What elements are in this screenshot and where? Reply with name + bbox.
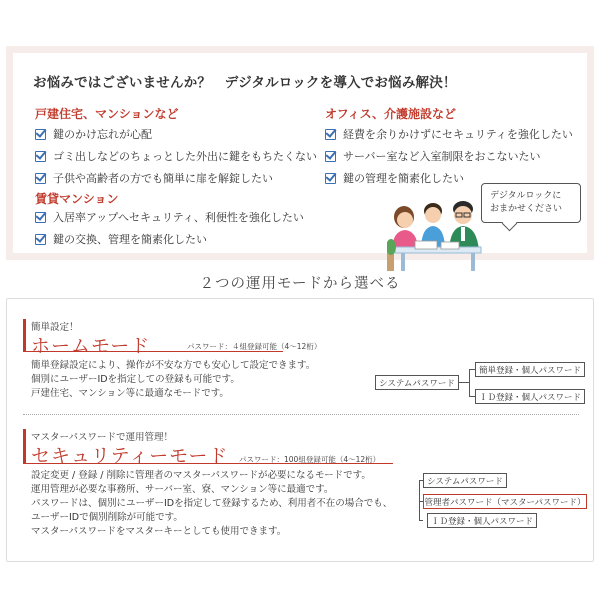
home-flow-simple-password: 簡単登録・個人パスワード — [475, 362, 585, 377]
list-item: 鍵のかけ忘れが心配 — [35, 123, 317, 145]
security-flow-master-password: 管理者パスワード（マスターパスワード） — [423, 494, 587, 509]
security-flow-id-password: ＩＤ登録・個人パスワード — [427, 513, 537, 528]
checkbox-icon — [35, 129, 46, 140]
checkbox-icon — [325, 173, 336, 184]
list-item: 鍵の交換、管理を簡素化したい — [35, 228, 304, 250]
list-item: 鍵の管理を簡素化したい — [325, 167, 573, 189]
modes-panel — [6, 298, 594, 562]
list-item: サーバー室など入室制限をおこないたい — [325, 145, 573, 167]
list-item: ゴミ出しなどのちょっとした外出に鍵をもちたくない — [35, 145, 317, 167]
mode-divider — [23, 414, 579, 415]
security-flow-system-password: システムパスワード — [423, 473, 507, 488]
list-item: 子供や高齢者の方でも簡単に扉を解錠したい — [35, 167, 317, 189]
security-mode-password-note: パスワード：100組登録可能（4～12桁） — [239, 455, 381, 464]
checkbox-icon — [35, 212, 46, 223]
worries-panel — [13, 53, 587, 253]
list-item: 入居率アップへセキュリティ、利便性を強化したい — [35, 206, 304, 228]
security-mode-tag: マスターパスワードで運用管理！ — [31, 432, 174, 443]
checkbox-icon — [35, 173, 46, 184]
worries-headline: お悩みではございませんか？ デジタルロックを導入でお悩み解決！ — [33, 75, 457, 91]
security-mode-title: セキュリティーモード — [31, 445, 229, 467]
security-flow-connector — [419, 520, 423, 521]
checkbox-icon — [35, 151, 46, 162]
home-mode-password-note: パスワード：４組登録可能（4～12桁） — [187, 342, 322, 351]
security-mode-accent-bar — [23, 429, 26, 463]
checkbox-icon — [325, 151, 336, 162]
worries-section — [6, 46, 594, 260]
home-mode-description: 簡単登録設定により、操作が不安な方でも安心して設定できます。 個別にユーザーIDを指定しての登録も可能です。 戸建住宅、マンション等に最適なモードです。 — [31, 360, 316, 399]
home-mode-title: ホームモード — [31, 335, 151, 357]
checklist-office — [325, 123, 573, 189]
security-flow-connector — [419, 480, 420, 520]
home-flow-system-password: システムパスワード — [375, 375, 459, 390]
home-flow-connector — [469, 369, 470, 397]
category-title-office: オフィス、介護施設など — [325, 107, 457, 121]
modes-section-title: ２つの運用モードから選べる — [199, 276, 401, 292]
list-item: 経費を余りかけずにセキュリティを強化したい — [325, 123, 573, 145]
security-mode-description: 設定変更 / 登録 / 削除に管理者のマスターパスワードが必要になるモードです。 運用管理が必要な事務所、サーバー室、寮、マンション等に最適です。 パスワードは、個別にユーザーIDを指定して登録するため、利用者不在の場合でも、 ユーザーIDで個別削除が可能です。 マスターパスワードをマスターキーとしても使用できます。 — [31, 470, 393, 537]
home-mode-accent-bar — [23, 319, 26, 351]
category-title-rental: 賃貸マンション — [35, 192, 119, 206]
checkbox-icon — [35, 234, 46, 245]
checklist-house — [35, 123, 317, 189]
checkbox-icon — [325, 129, 336, 140]
home-mode-tag: 簡単設定！ — [31, 322, 79, 333]
category-title-house: 戸建住宅、マンションなど — [35, 107, 179, 121]
home-flow-connector — [459, 382, 469, 383]
speech-bubble: デジタルロックに おまかせください — [481, 183, 581, 223]
checklist-rental — [35, 206, 304, 250]
people-illustration — [387, 187, 487, 273]
home-flow-id-password: ＩＤ登録・個人パスワード — [475, 389, 585, 404]
